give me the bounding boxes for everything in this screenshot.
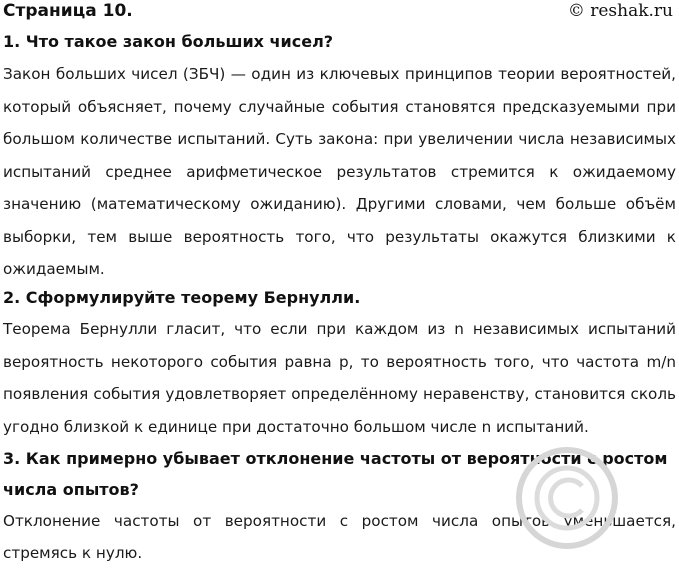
- answer-1-text: Закон больших чисел (ЗБЧ) — один из ключевых принципов теории вероятностей, который объясняет, почему случайные события становятся предсказуемыми при большом количестве испытаний. Суть закона: при увеличении числа независимых испытаний среднее арифметическое результатов стремится к ожидаемому значению (математическому ожиданию). Другими словами, чем больше объём выборки, тем выше вероятность того, что результаты окажутся близкими к ожидаемым.: [3, 65, 676, 278]
- copyright-notice: © reshak.ru: [567, 1, 673, 21]
- page-header: [3, 0, 676, 26]
- question-2-title: 2. Сформулируйте теорему Бернулли.: [3, 288, 361, 307]
- question-3-title: 3. Как примерно убывает отклонение частоты от вероятности с ростом числа опытов?: [3, 449, 668, 499]
- page-number: Страница 10.: [3, 1, 133, 21]
- question-1-title: 1. Что такое закон больших чисел?: [3, 32, 334, 51]
- answer-3-text: Отклонение частоты от вероятности с ростом числа опытов уменьшается, стремясь к нулю.: [3, 512, 676, 562]
- answer-2-text: Теорема Бернулли гласит, что если при каждом из n независимых испытаний вероятность некоторого события равна p, то вероятность того, что частота m/n появления события удовлетворяет определённому неравенству, становится сколь угодно близкой к единице при достаточно большом числе n испытаний.: [3, 320, 676, 436]
